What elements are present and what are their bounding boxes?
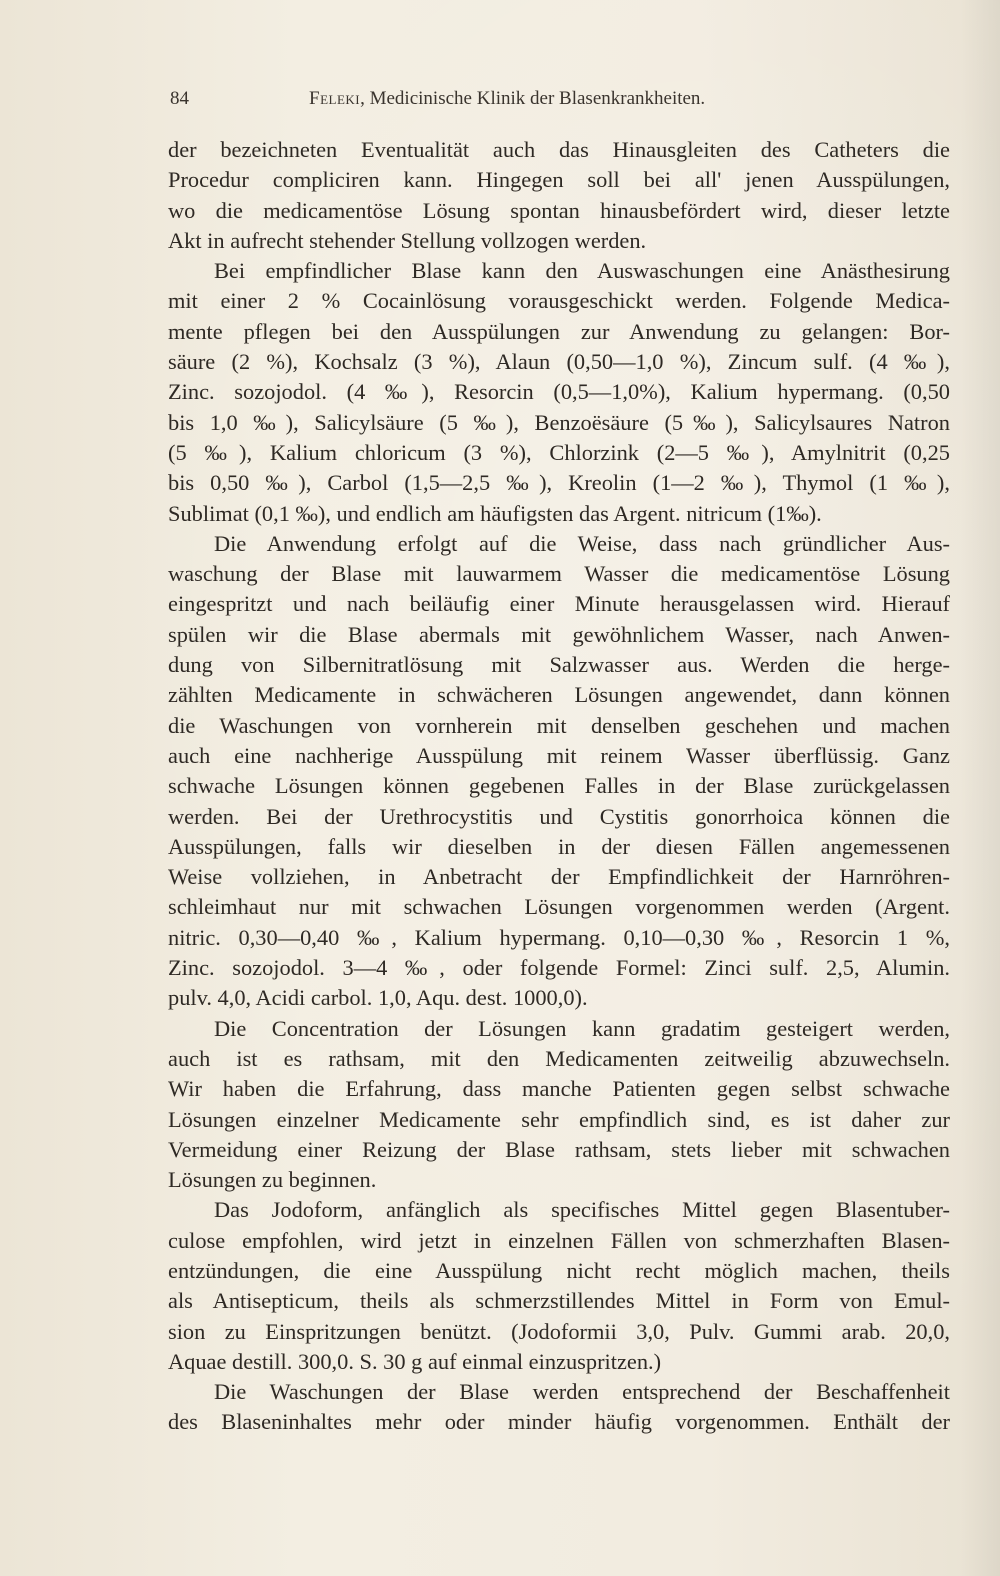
text-line: Das Jodoform, anfänglich als specifisches Mittel gegen Blasentuber-	[214, 1197, 950, 1223]
text-line: schleimhaut nur mit schwachen Lösungen vorgenommen werden (Argent.	[168, 894, 950, 920]
text-line: Lösungen zu beginnen.	[168, 1167, 377, 1193]
text-line: pulv. 4,0, Acidi carbol. 1,0, Aqu. dest. 1000,0).	[168, 985, 588, 1011]
author-name: Feleki	[309, 88, 361, 109]
text-line: Vermeidung einer Reizung der Blase rathsam, stets lieber mit schwachen	[168, 1136, 950, 1162]
text-line: nitric. 0,30—0,40 ‰, Kalium hypermang. 0,10—0,30 ‰, Resorcin 1 %,	[168, 924, 950, 950]
text-line: dung von Silbernitratlösung mit Salzwasser aus. Werden die herge-	[168, 652, 950, 678]
paragraph	[168, 1195, 950, 1377]
text-line: Zinc. sozojodol. (4 ‰), Resorcin (0,5—1,0%), Kalium hypermang. (0,50	[168, 379, 950, 405]
text-line: Die Concentration der Lösungen kann gradatim gesteigert werden,	[214, 1015, 950, 1041]
text-line: bis 1,0 ‰), Salicylsäure (5 ‰), Benzoësäure (5‰), Salicylsaures Natron	[168, 409, 950, 435]
text-line: spülen wir die Blase abermals mit gewöhnlichem Wasser, nach Anwen-	[168, 621, 950, 647]
text-line: (5 ‰), Kalium chloricum (3 %), Chlorzink (2—5 ‰), Amylnitrit (0,25	[168, 439, 950, 465]
text-line: Sublimat (0,1 ‰), und endlich am häufigsten das Argent. nitricum (1‰).	[168, 500, 822, 526]
text-line: mit einer 2 % Cocainlösung vorausgeschickt werden. Folgende Medica-	[168, 288, 950, 314]
text-line: Procedur compliciren kann. Hingegen soll bei all' jenen Ausspülungen,	[168, 167, 950, 193]
text-line: des Blaseninhaltes mehr oder minder häufig vorgenommen. Enthält der	[168, 1409, 950, 1435]
page-number: 84	[170, 88, 189, 109]
page-edge-shadow	[960, 0, 1000, 1576]
text-line: entzündungen, die eine Ausspülung nicht recht möglich machen, theils	[168, 1257, 950, 1283]
paragraph	[168, 1377, 950, 1438]
text-line: Weise vollziehen, in Anbetracht der Empfindlichkeit der Harnröhren-	[168, 864, 950, 890]
running-title	[309, 88, 790, 110]
text-line: schwache Lösungen können gegebenen Falles in der Blase zurückgelassen	[168, 773, 950, 799]
text-line: werden. Bei der Urethrocystitis und Cystitis gonorrhoica können die	[168, 803, 950, 829]
paragraph	[168, 1014, 950, 1196]
book-title: , Medicinische Klinik der Blasenkrankheiten.	[360, 88, 706, 109]
text-line: Zinc. sozojodol. 3—4 ‰, oder folgende Formel: Zinci sulf. 2,5, Alumin.	[168, 955, 950, 981]
body-text	[168, 135, 950, 1438]
running-header	[170, 88, 810, 110]
paragraph	[168, 529, 950, 1014]
text-line: Die Waschungen der Blase werden entsprechend der Beschaffenheit	[214, 1379, 950, 1405]
text-line: bis 0,50 ‰), Carbol (1,5—2,5 ‰), Kreolin (1—2 ‰), Thymol (1 ‰),	[168, 470, 950, 496]
text-line: Lösungen einzelner Medicamente sehr empfindlich sind, es ist daher zur	[168, 1106, 950, 1132]
paragraph	[168, 135, 950, 256]
text-line: wo die medicamentöse Lösung spontan hinausbefördert wird, dieser letzte	[168, 197, 950, 223]
paragraph	[168, 256, 950, 529]
text-line: auch eine nachherige Ausspülung mit reinem Wasser überflüssig. Ganz	[168, 742, 950, 768]
text-line: Aquae destill. 300,0. S. 30 g auf einmal einzuspritzen.)	[168, 1348, 662, 1374]
text-line: zählten Medicamente in schwächeren Lösungen angewendet, dann können	[168, 682, 950, 708]
text-line: Bei empfindlicher Blase kann den Auswaschungen eine Anästhesirung	[214, 258, 950, 284]
text-line: mente pflegen bei den Ausspülungen zur Anwendung zu gelangen: Bor-	[168, 318, 950, 344]
text-line: Wir haben die Erfahrung, dass manche Patienten gegen selbst schwache	[168, 1076, 950, 1102]
text-line: Ausspülungen, falls wir dieselben in der diesen Fällen angemessenen	[168, 833, 950, 859]
text-line: Akt in aufrecht stehender Stellung vollzogen werden.	[168, 227, 647, 253]
text-line: der bezeichneten Eventualität auch das Hinausgleiten des Catheters die	[168, 137, 950, 162]
text-line: culose empfohlen, wird jetzt in einzelnen Fällen von schmerzhaften Blasen-	[168, 1227, 950, 1253]
text-line: auch ist es rathsam, mit den Medicamenten zeitweilig abzuwechseln.	[168, 1045, 950, 1071]
text-line: Die Anwendung erfolgt auf die Weise, dass nach gründlicher Aus-	[214, 530, 950, 556]
text-line: säure (2 %), Kochsalz (3 %), Alaun (0,50—1,0 %), Zincum sulf. (4 ‰),	[168, 349, 950, 375]
text-line: die Waschungen von vornherein mit denselben geschehen und machen	[168, 712, 950, 738]
text-line: sion zu Einspritzungen benützt. (Jodoformii 3,0, Pulv. Gummi arab. 20,0,	[168, 1318, 950, 1344]
text-line: eingespritzt und nach beiläufig einer Minute herausgelassen wird. Hierauf	[168, 591, 950, 617]
text-line: als Antisepticum, theils als schmerzstillendes Mittel in Form von Emul-	[168, 1288, 950, 1314]
text-line: waschung der Blase mit lauwarmem Wasser die medicamentöse Lösung	[168, 561, 950, 587]
